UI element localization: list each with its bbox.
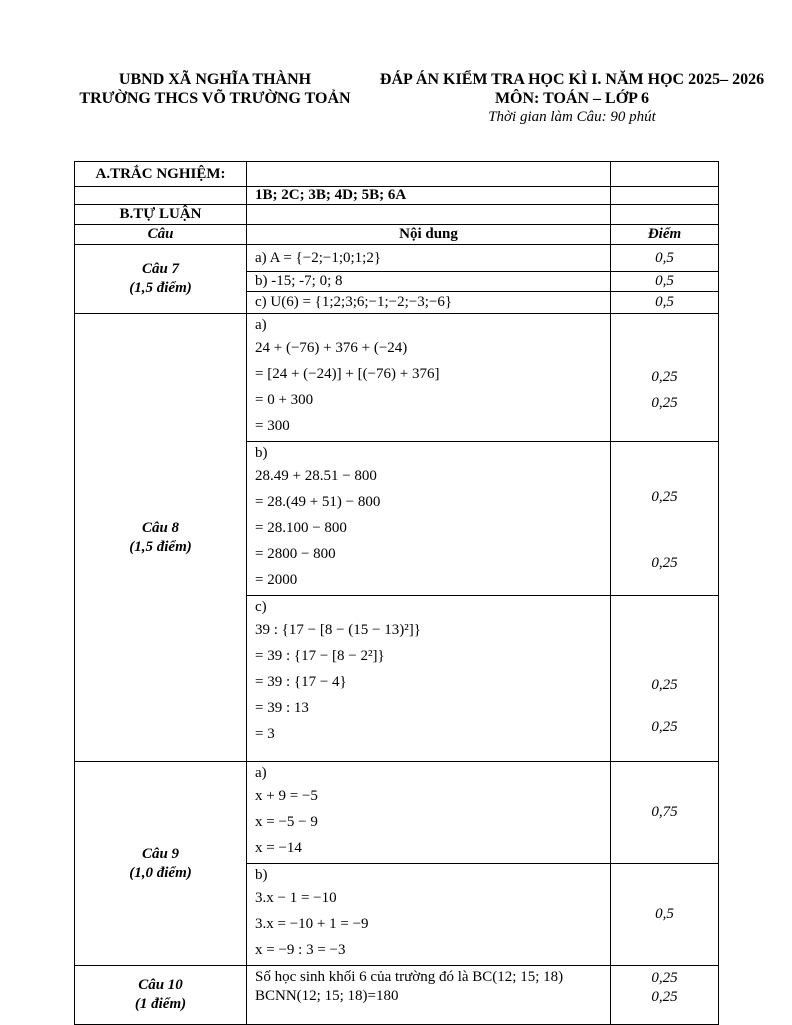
exam-title: ĐÁP ÁN KIỂM TRA HỌC KÌ I. NĂM HỌC 2025– 2026 [379, 71, 765, 88]
cau8c-points [611, 596, 719, 762]
solution-line: b) [255, 445, 268, 461]
cau7a-point: 0,5 [611, 245, 719, 272]
cau10-content [247, 966, 611, 1025]
empty-cell [75, 187, 247, 205]
cau7-row-a [75, 245, 719, 272]
empty-cell [611, 187, 719, 205]
point-value: 0,25 [651, 368, 678, 385]
point-value: 0,25 [651, 970, 678, 986]
cau7-label-cell [75, 245, 247, 314]
solution-line: = 3 [255, 726, 275, 742]
cau9-label: Câu 9 [141, 845, 180, 862]
cau7c-content: c) U(6) = {1;2;3;6;−1;−2;−3;−6} [247, 292, 611, 314]
cau10-label-cell [75, 966, 247, 1025]
cau8b-content [247, 442, 611, 596]
point-value: 0,25 [651, 989, 678, 1005]
solution-line: = 39 : {17 − 4} [255, 674, 347, 690]
point-value: 0,25 [651, 555, 678, 571]
empty-cell [611, 162, 719, 187]
solution-line: 28.49 + 28.51 − 800 [255, 468, 377, 484]
cau7b-content: b) -15; -7; 0; 8 [247, 272, 611, 292]
solution-line: 3.x − 1 = −10 [255, 890, 337, 906]
solution-line: = 39 : {17 − [8 − 2²]} [255, 648, 385, 664]
solution-line: 39 : {17 − [8 − (15 − 13)²]} [255, 622, 421, 638]
solution-line: a) [255, 317, 267, 333]
exam-title-block [362, 70, 782, 127]
cau10-label: Câu 10 [138, 977, 183, 993]
exam-duration: Thời gian làm Câu: 90 phút [488, 109, 656, 125]
cau7c-point: 0,5 [611, 292, 719, 314]
section-a-row [75, 162, 719, 187]
cau10-points [611, 966, 719, 1025]
solution-line: x = −14 [255, 840, 302, 856]
solution-line: BCNN(12; 15; 18)=180 [255, 988, 399, 1004]
solution-line: = 28.100 − 800 [255, 520, 347, 536]
solution-line: a) [255, 765, 267, 781]
solution-line: = 2800 − 800 [255, 546, 336, 562]
cau8a-content [247, 314, 611, 442]
exam-subject: MÔN: TOÁN – LỚP 6 [494, 90, 650, 107]
cau9-label-cell [75, 762, 247, 966]
cau7a-content: a) A = {−2;−1;0;1;2} [247, 245, 611, 272]
section-a-label: A.TRẮC NGHIỆM: [75, 162, 247, 187]
cau8c-content [247, 596, 611, 762]
solution-line: Số học sinh khối 6 của trường đó là BC(12; 15; 18) [255, 969, 564, 985]
cau9b-content [247, 864, 611, 966]
solution-line: = 300 [255, 418, 290, 434]
cau9b-point: 0,5 [611, 864, 719, 966]
cau10-points-label: (1 điểm) [134, 996, 187, 1012]
issuing-org-block [70, 70, 360, 108]
mc-answers-row [75, 187, 719, 205]
solution-line: = 39 : 13 [255, 700, 309, 716]
solution-line: = [24 + (−24)] + [(−76) + 376] [255, 366, 440, 382]
col-header-diem: Điểm [611, 225, 719, 245]
cau7b-point: 0,5 [611, 272, 719, 292]
cau8a-points [611, 314, 719, 442]
cau9-row-a [75, 762, 719, 864]
solution-line: x + 9 = −5 [255, 788, 318, 804]
solution-line: = 2000 [255, 572, 298, 588]
point-value: 0,25 [651, 719, 678, 735]
point-value: 0,25 [651, 677, 678, 693]
cau9a-point: 0,75 [611, 762, 719, 864]
empty-cell [247, 162, 611, 187]
org-name-line1: UBND XÃ NGHĨA THÀNH [118, 71, 312, 88]
solution-line: = 28.(49 + 51) − 800 [255, 494, 381, 510]
solution-line: b) [255, 867, 268, 883]
cau8-label-cell [75, 314, 247, 762]
cau8-row-a [75, 314, 719, 442]
solution-line: x = −9 : 3 = −3 [255, 942, 346, 958]
column-header-row [75, 225, 719, 245]
cau9a-content [247, 762, 611, 864]
cau7-points-label: (1,5 điểm) [129, 280, 192, 296]
cau8b-points [611, 442, 719, 596]
cau10-row [75, 966, 719, 1025]
point-value: 0,25 [651, 489, 678, 505]
empty-cell [611, 205, 719, 225]
section-b-row [75, 205, 719, 225]
solution-line: x = −5 − 9 [255, 814, 318, 830]
cau7-label: Câu 7 [141, 261, 180, 277]
col-header-noi-dung: Nội dung [247, 225, 611, 245]
cau8-label: Câu 8 [141, 519, 180, 536]
solution-line: c) [255, 599, 267, 615]
col-header-cau: Câu [75, 225, 247, 245]
org-name-line2: TRƯỜNG THCS VÕ TRƯỜNG TOẢN [79, 90, 351, 107]
cau8-points-label: (1,5 điểm) [129, 538, 192, 555]
cau9-points-label: (1,0 điểm) [129, 864, 192, 881]
solution-line: = 0 + 300 [255, 392, 314, 408]
solution-line: 24 + (−76) + 376 + (−24) [255, 340, 408, 356]
point-value: 0,25 [651, 394, 678, 411]
solution-line: 3.x = −10 + 1 = −9 [255, 916, 369, 932]
answer-key-table [74, 161, 719, 1025]
section-b-label: B.TỰ LUẬN [75, 205, 247, 225]
mc-answers: 1B; 2C; 3B; 4D; 5B; 6A [247, 187, 611, 205]
document-header [0, 70, 792, 127]
empty-cell [247, 205, 611, 225]
